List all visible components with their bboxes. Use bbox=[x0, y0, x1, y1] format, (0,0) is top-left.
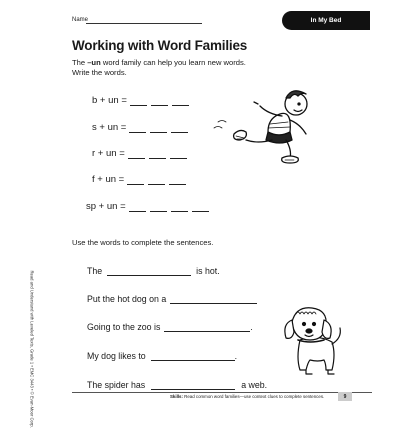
letter-blank[interactable] bbox=[192, 202, 209, 212]
skills-footer bbox=[170, 394, 324, 399]
section-tab: In My Bed bbox=[282, 11, 370, 30]
equation-row bbox=[92, 95, 193, 106]
equation-expr: f + un = bbox=[92, 174, 125, 185]
sentence-text: . bbox=[250, 322, 253, 332]
footer-divider bbox=[72, 392, 372, 393]
sentence-text: a web. bbox=[241, 380, 268, 390]
page-number: 9 bbox=[338, 392, 352, 401]
sentence-text: . bbox=[234, 351, 238, 361]
letter-blank[interactable] bbox=[172, 96, 189, 106]
equation-row bbox=[92, 122, 192, 133]
answer-line[interactable] bbox=[151, 351, 238, 361]
intro-text bbox=[72, 58, 246, 78]
intro-prefix: The bbox=[72, 58, 88, 67]
letter-blank[interactable] bbox=[151, 96, 168, 106]
answer-line[interactable] bbox=[151, 380, 235, 390]
sentence-text: The bbox=[87, 266, 103, 276]
equation-expr: r + un = bbox=[92, 148, 125, 159]
letter-blank[interactable] bbox=[171, 202, 188, 212]
side-credit bbox=[26, 270, 38, 428]
equation-row bbox=[92, 174, 190, 185]
letter-blank[interactable] bbox=[148, 175, 165, 185]
letter-blank[interactable] bbox=[128, 149, 145, 159]
sentence-row bbox=[87, 380, 267, 390]
sentence-text: My dog likes to bbox=[87, 351, 146, 361]
letter-blank[interactable] bbox=[149, 149, 166, 159]
running-boy-illustration bbox=[212, 84, 322, 164]
letter-blank[interactable] bbox=[150, 202, 167, 212]
intro-line-1 bbox=[72, 58, 246, 68]
intro-line-2: Write the words. bbox=[72, 68, 127, 77]
sentence-row bbox=[87, 351, 237, 361]
answer-line[interactable] bbox=[107, 266, 191, 276]
letter-blank[interactable] bbox=[127, 175, 144, 185]
letter-blank[interactable] bbox=[171, 123, 188, 133]
equation-expr: sp + un = bbox=[86, 201, 126, 212]
sentence-text: The spider has bbox=[87, 380, 146, 390]
answer-line[interactable] bbox=[170, 294, 257, 304]
equation-expr: s + un = bbox=[92, 122, 127, 133]
skills-text: Read common word families—use context clues to complete sentences. bbox=[182, 394, 325, 399]
name-label: Name bbox=[72, 17, 89, 23]
side-credit-text: Read and Understand with Leveled Texts, Grade 1 • EMC 3443 • © Evan-Moor Corp. bbox=[29, 270, 35, 428]
letter-blank[interactable] bbox=[129, 202, 146, 212]
sentence-text: Put the hot dog on a bbox=[87, 294, 167, 304]
sentence-row bbox=[87, 266, 220, 276]
page-title: Working with Word Families bbox=[72, 38, 248, 53]
sentence-text: Going to the zoo is bbox=[87, 322, 161, 332]
letter-blank[interactable] bbox=[169, 175, 186, 185]
answer-line[interactable] bbox=[164, 322, 253, 332]
dog-illustration bbox=[278, 300, 348, 380]
letter-blank[interactable] bbox=[129, 123, 146, 133]
letter-blank[interactable] bbox=[170, 149, 187, 159]
sentence-row bbox=[87, 322, 253, 332]
equation-row bbox=[86, 201, 213, 212]
skills-label: Skills: bbox=[170, 394, 183, 399]
equation-row bbox=[92, 148, 191, 159]
sentence-row bbox=[87, 294, 257, 304]
equation-expr: b + un = bbox=[92, 95, 127, 106]
intro-suffix: word family can help you learn new words. bbox=[100, 58, 246, 67]
name-line[interactable] bbox=[86, 23, 202, 24]
instruction-text: Use the words to complete the sentences. bbox=[72, 238, 214, 247]
word-family: –un bbox=[87, 58, 101, 67]
letter-blank[interactable] bbox=[150, 123, 167, 133]
sentence-text: is hot. bbox=[196, 266, 220, 276]
letter-blank[interactable] bbox=[130, 96, 147, 106]
